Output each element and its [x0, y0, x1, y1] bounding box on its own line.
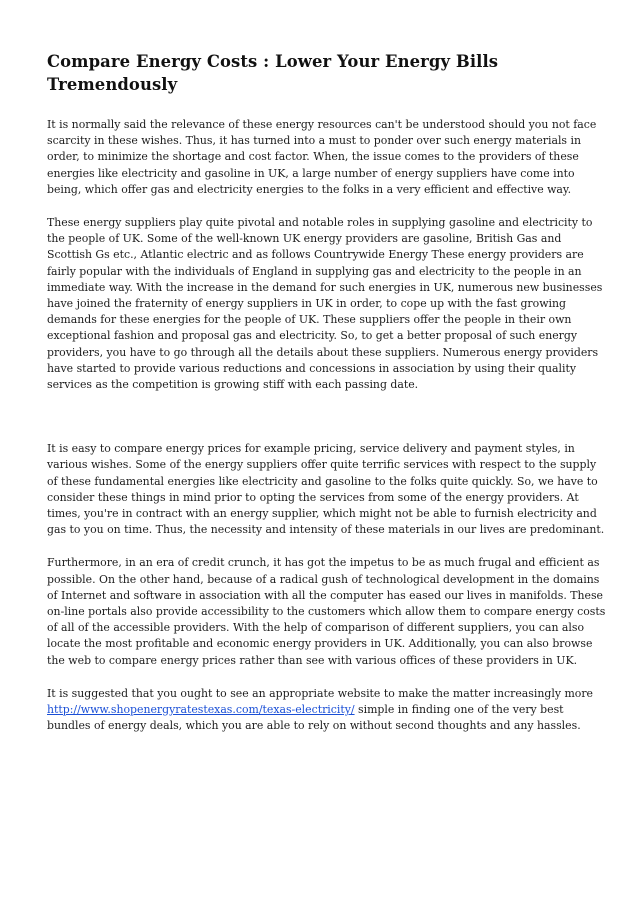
- paragraph-line: of these fundamental energies like electricity and gasoline to the folks quite quickly. So, we have to: [47, 474, 598, 488]
- paragraph-line: Furthermore, in an era of credit crunch, it has got the impetus to be as much frugal and efficient as: [47, 556, 600, 570]
- paragraph-line: possible. On the other hand, because of a radical gush of technological development in the domains: [47, 572, 600, 586]
- paragraph-line: gas to you on time. Thus, the necessity and intensity of these materials in our lives are predominant.: [47, 523, 605, 537]
- paragraph-line: demands for these energies for the people of UK. These suppliers offer the people in their own: [47, 313, 572, 327]
- paragraph-1: [47, 117, 595, 198]
- paragraph-line: have joined the fraternity of energy suppliers in UK in order, to cope up with the fast growing: [47, 297, 566, 311]
- document-page: [47, 50, 606, 752]
- paragraph-line: on-line portals also provide accessibility to the customers which allow them to compare energy costs: [47, 605, 606, 619]
- paragraph-3: [47, 441, 605, 538]
- electricity-rates-link[interactable]: http://www.shopenergyratestexas.com/texas-electricity/: [47, 703, 355, 717]
- paragraph-line: services as the competition is growing stiff with each passing date.: [47, 378, 419, 392]
- paragraph-line: scarcity in these wishes. Thus, it has turned into a must to ponder over such energy materials in: [47, 134, 581, 148]
- paragraph-line: consider these things in mind prior to opting the services from some of the energy providers. At: [47, 490, 579, 504]
- paragraph-line: times, you're in contract with an energy supplier, which might not be able to furnish electricity and: [47, 507, 597, 521]
- paragraph-line: have started to provide various reductions and concessions in association by using their quality: [47, 361, 576, 375]
- paragraph-line: energies like electricity and gasoline in UK, a large number of energy suppliers have come into: [47, 166, 575, 180]
- paragraph-line: of Internet and software in association with all the computer has eased our lives in manifolds. These: [47, 588, 604, 602]
- paragraph-line: the web to compare energy prices rather than see with various offices of these providers in UK.: [47, 653, 578, 667]
- paragraph-line: fairly popular with the individuals of England in supplying gas and electricity to the people in an: [47, 264, 582, 278]
- paragraph-line: various wishes. Some of the energy suppliers offer quite terrific services with respect to the supply: [47, 458, 597, 472]
- document-title: [47, 50, 595, 96]
- paragraph-line: It is easy to compare energy prices for example pricing, service delivery and payment styles, in: [47, 442, 575, 456]
- paragraph-2: [47, 215, 603, 393]
- paragraph-line: These energy suppliers play quite pivotal and notable roles in supplying gasoline and electricity to: [47, 216, 593, 230]
- paragraph-line: the people of UK. Some of the well-known UK energy providers are gasoline, British Gas and: [47, 232, 562, 246]
- paragraph-4: [47, 555, 606, 668]
- paragraph-line: simple in finding one of the very best: [354, 703, 564, 717]
- paragraph-line: bundles of energy deals, which you are able to rely on without second thoughts and any hassles.: [47, 719, 581, 733]
- paragraph-line: It is suggested that you ought to see an appropriate website to make the matter increasingly more: [47, 686, 593, 700]
- paragraph-line: immediate way. With the increase in the demand for such energies in UK, numerous new businesses: [47, 280, 603, 294]
- paragraph-line: locate the most profitable and economic energy providers in UK. Additionally, you can also browse: [47, 637, 593, 651]
- paragraph-line: exceptional fashion and proposal gas and electricity. So, to get a better proposal of such energy: [47, 329, 578, 343]
- paragraph-line: It is normally said the relevance of these energy resources can't be understood should you not face: [47, 118, 597, 131]
- title-line-2: Tremendously: [47, 75, 178, 94]
- paragraph-line: being, which offer gas and electricity energies to the folks in a very efficient and effective way.: [47, 182, 572, 196]
- paragraph-line: providers, you have to go through all the details about these suppliers. Numerous energy providers: [47, 345, 599, 359]
- paragraph-line: order, to minimize the shortage and cost factor. When, the issue comes to the providers of these: [47, 150, 579, 164]
- paragraph-5: [47, 686, 595, 735]
- paragraph-line: of all of the accessible providers. With the help of comparison of different suppliers, you can also: [47, 621, 585, 635]
- title-line-1: Compare Energy Costs : Lower Your Energy Bills: [47, 52, 499, 71]
- paragraph-line: Scottish Gs etc., Atlantic electric and as follows Countrywide Energy These energy providers are: [47, 248, 584, 262]
